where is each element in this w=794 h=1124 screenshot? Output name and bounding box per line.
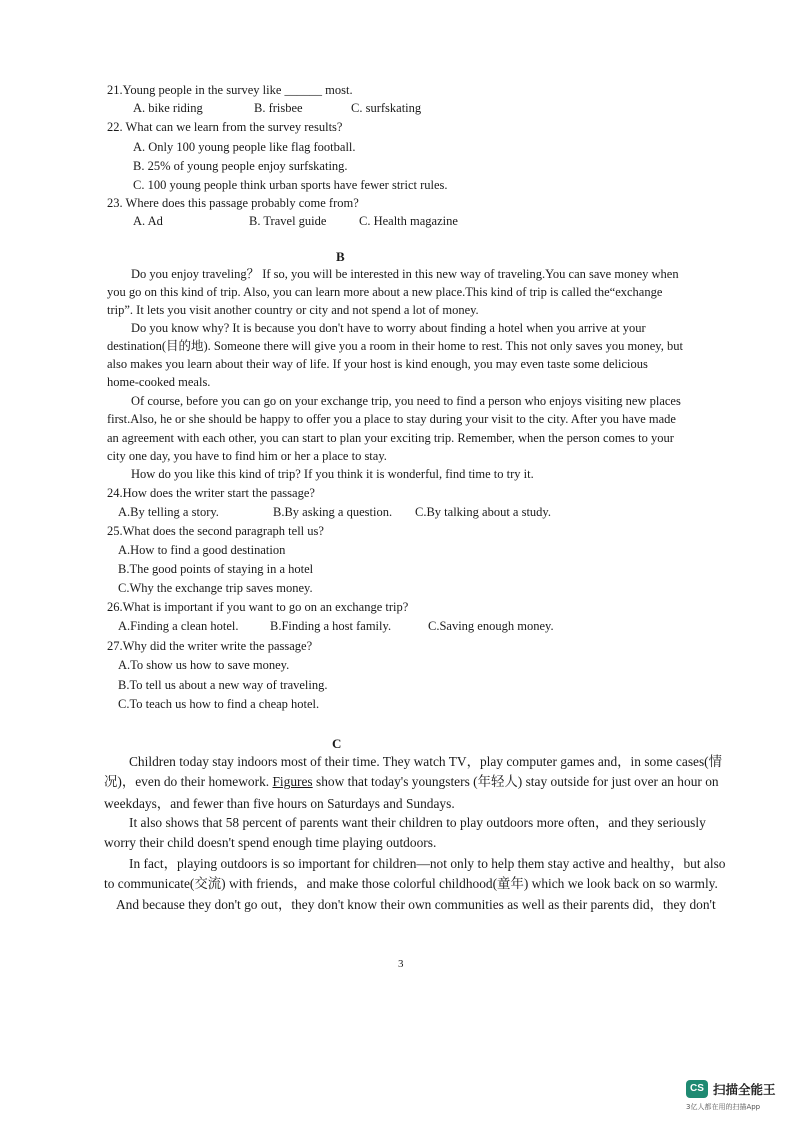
- q26-option-c: C.Saving enough money.: [428, 619, 554, 633]
- passage-b-line: Do you know why? It is because you don't have to worry about finding a hotel when you arrive at your: [131, 321, 646, 335]
- passage-c-line: It also shows that 58 percent of parents want their children to play outdoors more often，and they seriously: [129, 815, 706, 830]
- passage-c-text: show that today's youngsters (年轻人) stay outside for just over an hour on: [312, 774, 719, 789]
- q21-option-c: C. surfskating: [351, 101, 422, 115]
- q27-option-a: A.To show us how to save money.: [118, 658, 290, 672]
- passage-c-line: weekdays，and fewer than five hours on Saturdays and Sundays.: [104, 796, 455, 811]
- question-22: 22. What can we learn from the survey results?: [107, 120, 343, 134]
- passage-c-underlined-word: Figures: [272, 774, 313, 789]
- passage-b-line: destination(目的地). Someone there will give you a room in their home to rest. This not only saves you money, but: [107, 339, 683, 353]
- q27-option-b: B.To tell us about a new way of traveling.: [118, 678, 328, 692]
- scanner-logo-icon: CS: [686, 1080, 708, 1098]
- question-23: 23. Where does this passage probably come from?: [107, 196, 359, 210]
- passage-c-line: And because they don't go out，they don't know their own communities as well as their parents did，they don't: [116, 897, 716, 912]
- q27-option-c: C.To teach us how to find a cheap hotel.: [118, 697, 320, 711]
- q25-option-a: A.How to find a good destination: [118, 543, 286, 557]
- q26-option-a: A.Finding a clean hotel.: [118, 619, 239, 633]
- question-24: 24.How does the writer start the passage?: [107, 486, 315, 500]
- passage-b-line: home-cooked meals.: [107, 375, 211, 389]
- passage-b-heading: B: [336, 249, 345, 264]
- passage-c-line: In fact，playing outdoors is so important for children—not only to help them stay active and healthy，but also: [129, 856, 726, 871]
- q22-option-c: C. 100 young people think urban sports have fewer strict rules.: [133, 178, 448, 192]
- passage-c-line: worry their child doesn't spend enough time playing outdoors.: [104, 835, 437, 850]
- q23-option-a: A. Ad: [133, 214, 163, 228]
- question-25: 25.What does the second paragraph tell us?: [107, 524, 324, 538]
- passage-c-line: [104, 773, 719, 790]
- q24-option-b: B.By asking a question.: [273, 505, 393, 519]
- question-27: 27.Why did the writer write the passage?: [107, 639, 313, 653]
- passage-b-line: Of course, before you can go on your exchange trip, you need to find a person who enjoys visiting new places: [131, 394, 681, 408]
- q21-option-a: A. bike riding: [133, 101, 203, 115]
- q26-option-b: B.Finding a host family.: [270, 619, 392, 633]
- passage-b-line: trip”. It lets you visit another country or city and not spend a lot of money.: [107, 303, 479, 317]
- passage-b-line: you go on this kind of trip. Also, you can learn more about a new place.This kind of trip is called the“exchange: [107, 285, 663, 299]
- passage-b-line: also makes you learn about their way of life. If your host is kind enough, you may even taste some delicious: [107, 357, 648, 371]
- page-number: 3: [398, 958, 404, 970]
- passage-b-line: an agreement with each other, you can start to plan your exciting trip. Remember, when the person comes to your: [107, 431, 674, 445]
- q25-option-c: C.Why the exchange trip saves money.: [118, 581, 313, 595]
- q24-option-a: A.By telling a story.: [118, 505, 219, 519]
- passage-b-line: How do you like this kind of trip? If you think it is wonderful, find time to try it.: [131, 467, 534, 481]
- passage-b-line: first.Also, he or she should be happy to offer you a place to stay during your visit to the city. After you have made: [107, 412, 676, 426]
- q25-option-b: B.The good points of staying in a hotel: [118, 562, 314, 576]
- scanner-brand-name: 扫描全能王: [713, 1082, 776, 1097]
- question-26: 26.What is important if you want to go on an exchange trip?: [107, 600, 409, 614]
- q21-option-b: B. frisbee: [254, 101, 303, 115]
- q22-option-a: A. Only 100 young people like flag football.: [133, 140, 356, 154]
- q23-option-c: C. Health magazine: [359, 214, 458, 228]
- q23-option-b: B. Travel guide: [249, 214, 327, 228]
- q22-option-b: B. 25% of young people enjoy surfskating.: [133, 159, 348, 173]
- passage-b-line: Do you enjoy traveling？ If so, you will be interested in this new way of traveling.You can save money when: [131, 267, 679, 281]
- q24-option-c: C.By talking about a study.: [415, 505, 551, 519]
- scanner-watermark: [686, 1078, 786, 1118]
- passage-b-line: city one day, you have to find him or her a place to stay.: [107, 449, 387, 463]
- scanner-brand-tagline: 3亿人都在用的扫描App: [686, 1103, 761, 1111]
- passage-c-text: 况)，even do their homework.: [104, 774, 273, 789]
- passage-c-line: to communicate(交流) with friends，and make those colorful childhood(童年) which we look back on so warmly.: [104, 876, 718, 891]
- passage-c-heading: C: [332, 736, 342, 751]
- question-21: 21.Young people in the survey like ______ most.: [107, 83, 353, 97]
- passage-c-line: Children today stay indoors most of their time. They watch TV，play computer games and，in some cases(情: [129, 754, 723, 769]
